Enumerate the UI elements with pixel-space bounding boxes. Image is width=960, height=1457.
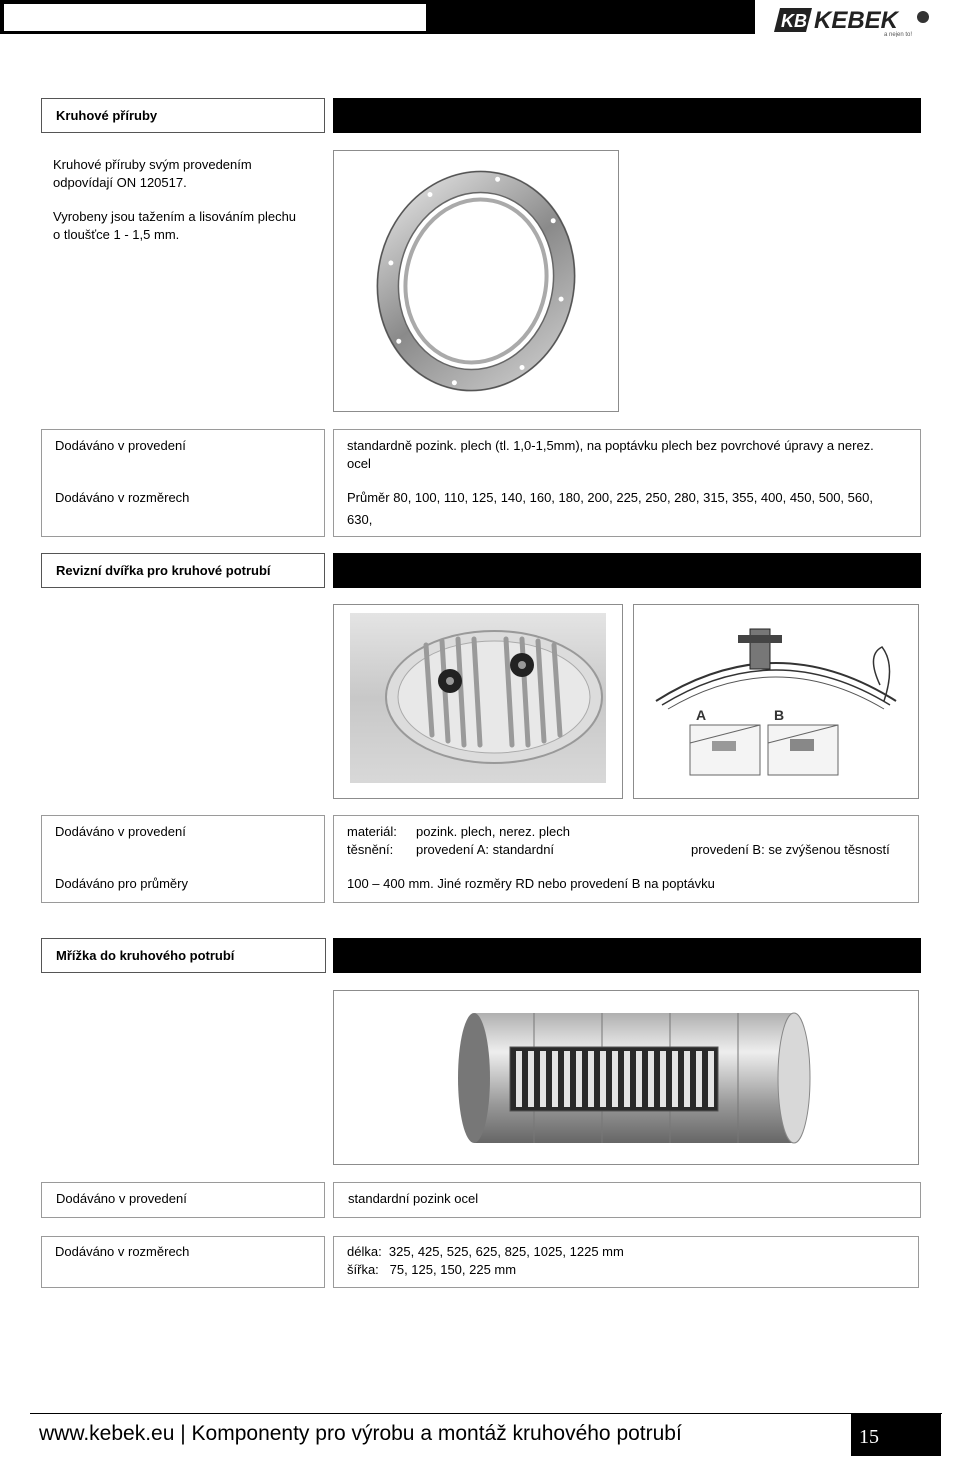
section-title-bar (333, 553, 921, 588)
section-title-inspection-door (41, 553, 325, 588)
grille-finish-value: standardní pozink ocel (348, 1191, 479, 1206)
grille-finish-label: Dodáváno v provedení (56, 1191, 187, 1206)
flange-sizes-value (347, 489, 912, 529)
grille-length-line: délka: 325, 425, 525, 625, 825, 1025, 1225 mm (347, 1244, 624, 1259)
section-title-flanges (41, 98, 325, 133)
section-title-text: Revizní dvířka pro kruhové potrubí (56, 563, 271, 578)
diagram-label-a: A (696, 707, 707, 723)
grille-width-line: šířka: 75, 125, 150, 225 mm (347, 1262, 517, 1277)
logo (772, 3, 932, 37)
door-diameters-label: Dodáváno pro průměry (55, 876, 188, 891)
door-diameters-value: 100 – 400 mm. Jiné rozměry RD nebo provedení B na poptávku (347, 876, 715, 891)
section-title-bar (333, 98, 921, 133)
intro-line: o tloušťce 1 - 1,5 mm. (53, 227, 180, 242)
flange-sizes-value-line: 630, (347, 512, 373, 527)
footer-rule (30, 1413, 942, 1414)
section-title-bar (333, 938, 921, 973)
header-white-field (4, 4, 426, 31)
logo-text: KEBEK (814, 7, 899, 34)
section-title-text: Kruhové příruby (56, 108, 158, 123)
section-title-text: Mřížka do kruhového potrubí (56, 948, 235, 963)
door-finish-label: Dodáváno v provedení (55, 824, 186, 839)
intro-line: Kruhové příruby svým provedením (53, 157, 252, 172)
inspection-door-photo-frame (333, 604, 623, 799)
flange-intro (53, 156, 333, 244)
door-seal-label: těsnění: (347, 842, 394, 857)
grille-image (333, 990, 919, 1165)
door-seal-value-b: provedení B: se zvýšenou těsností (691, 842, 890, 857)
door-seal-value-a: provedení A: standardní (416, 842, 555, 857)
footer-text: www.kebek.eu | Komponenty pro výrobu a montáž kruhového potrubí (39, 1422, 682, 1445)
flange-image (333, 150, 619, 412)
header-bar (0, 0, 960, 36)
door-material-value: pozink. plech, nerez. plech (416, 824, 570, 839)
inspection-door-diagram-frame (633, 604, 919, 799)
flange-finish-value-line: standardně pozink. plech (tl. 1,0-1,5mm), na poptávku plech bez povrchové úpravy a nerez. (347, 438, 874, 453)
page-number: 15 (859, 1426, 879, 1448)
door-material-label: materiál: (347, 824, 397, 839)
intro-line: Vyrobeny jsou tažením a lisováním plechu (53, 209, 297, 224)
logo-tagline: a nejen to! (884, 32, 913, 37)
flange-finish-label: Dodáváno v provedení (55, 438, 186, 453)
section-title-grille (41, 938, 326, 973)
flange-finish-value-line: ocel (347, 456, 371, 471)
flange-sizes-label: Dodáváno v rozměrech (55, 490, 190, 505)
flange-finish-value (347, 437, 912, 473)
intro-line: odpovídají ON 120517. (53, 175, 187, 190)
grille-sizes-label: Dodáváno v rozměrech (55, 1244, 190, 1259)
flange-sizes-value-line: Průměr 80, 100, 110, 125, 140, 160, 180, 200, 225, 250, 280, 315, 355, 400, 450, 500, 560, (347, 490, 873, 505)
diagram-label-b: B (774, 707, 785, 723)
logo-mark: KB (781, 11, 807, 31)
